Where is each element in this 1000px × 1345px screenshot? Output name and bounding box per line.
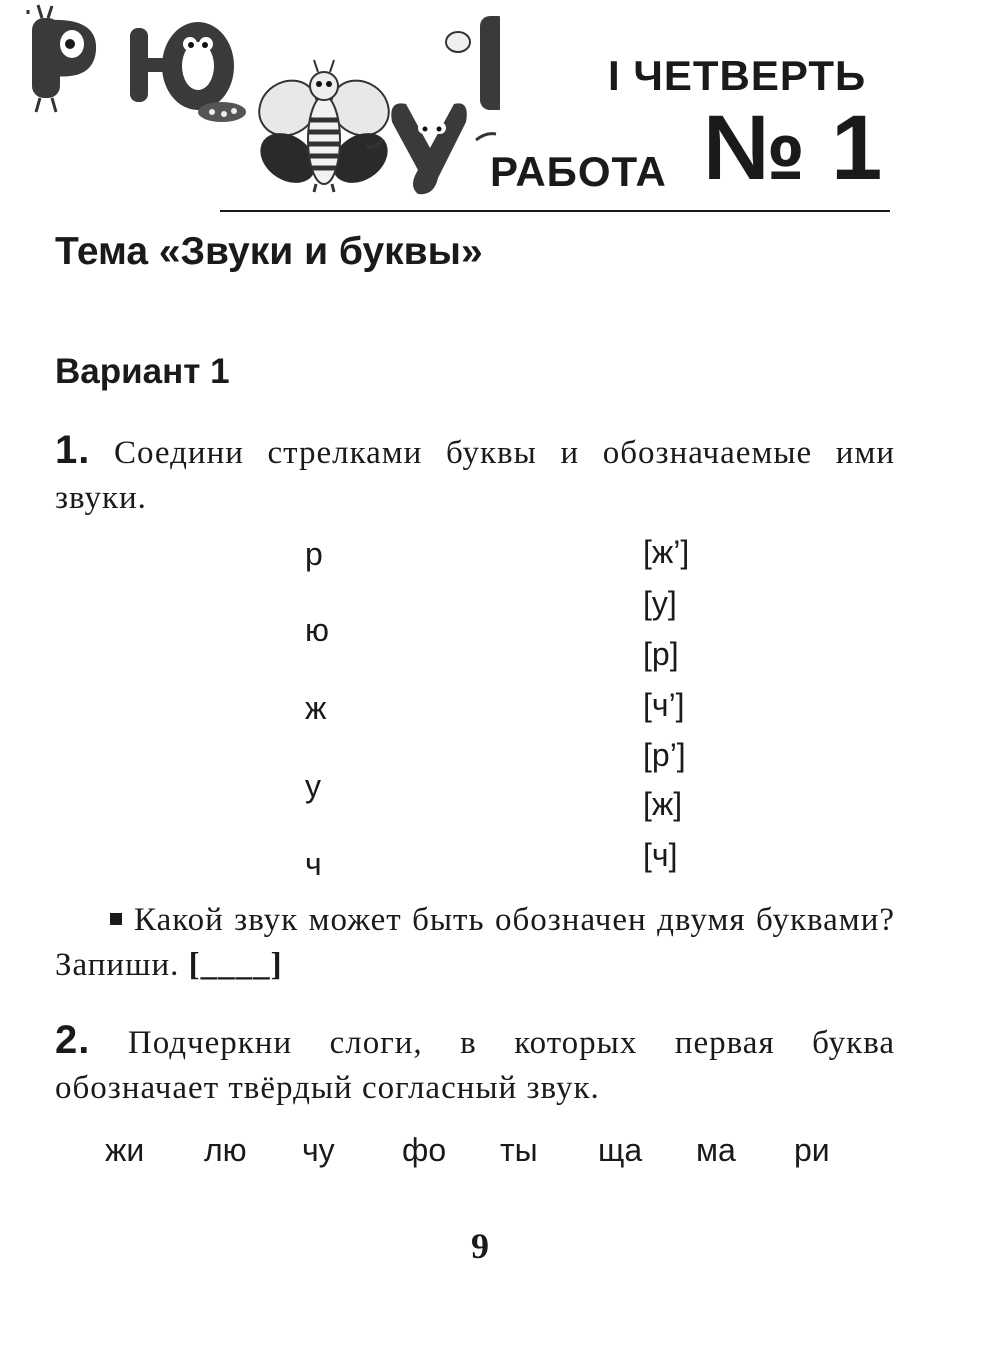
work-number: № 1 xyxy=(703,97,883,199)
variant-title: Вариант 1 xyxy=(55,352,230,391)
letter-r-character-icon xyxy=(28,5,96,112)
syllable-item[interactable]: ри xyxy=(794,1132,830,1168)
sound-item[interactable]: [ж] xyxy=(643,786,683,822)
letter-item[interactable]: ч xyxy=(305,846,322,882)
task-2-text: Подчеркни слоги, в которых первая буква обозначает твёрдый согласный звук. xyxy=(55,1025,895,1106)
sound-item[interactable]: [р’] xyxy=(643,737,686,773)
task-1-question-text: Какой звук может быть обозначен двумя буквами? Запиши. xyxy=(55,902,895,983)
letter-item[interactable]: у xyxy=(305,768,321,804)
letter-item[interactable]: ю xyxy=(305,612,329,648)
sound-item[interactable]: [ж’] xyxy=(643,534,690,570)
task-1-number: 1. xyxy=(55,428,91,472)
quarter-title: I ЧЕТВЕРТЬ xyxy=(608,52,867,99)
task-1-question xyxy=(55,898,895,988)
syllable-item[interactable]: чу xyxy=(302,1132,335,1168)
syllable-item[interactable]: фо xyxy=(402,1132,447,1168)
sound-item[interactable]: [р] xyxy=(643,636,679,672)
letter-item[interactable]: ж xyxy=(305,690,327,726)
task-2 xyxy=(55,1018,895,1111)
syllable-item[interactable]: лю xyxy=(204,1132,247,1168)
sound-item[interactable]: [ч’] xyxy=(643,687,685,723)
header-divider xyxy=(220,210,890,212)
task-1 xyxy=(55,428,895,521)
page-number: 9 xyxy=(471,1226,489,1266)
sound-item[interactable]: [ч] xyxy=(643,837,678,873)
syllable-item[interactable]: ты xyxy=(500,1132,538,1168)
topic-title: Тема «Звуки и буквы» xyxy=(55,230,483,273)
answer-box[interactable]: [____] xyxy=(188,947,283,983)
task-2-number: 2. xyxy=(55,1018,91,1062)
cartoon-letters-illustration xyxy=(20,0,500,215)
letter-ch-character-icon xyxy=(446,16,500,110)
syllable-item[interactable]: ща xyxy=(598,1132,643,1168)
work-label: РАБОТА xyxy=(490,148,667,195)
syllable-item[interactable]: жи xyxy=(105,1132,145,1168)
letter-yu-character-icon xyxy=(130,22,246,122)
task-1-text: Соедини стрелками буквы и обозначаемые ими звуки. xyxy=(55,435,895,516)
syllable-item[interactable]: ма xyxy=(696,1132,736,1168)
letter-item[interactable]: р xyxy=(305,536,323,572)
bullet-icon xyxy=(110,913,122,925)
sound-item[interactable]: [у] xyxy=(643,585,677,621)
letter-zh-bee-character-icon xyxy=(249,60,400,193)
